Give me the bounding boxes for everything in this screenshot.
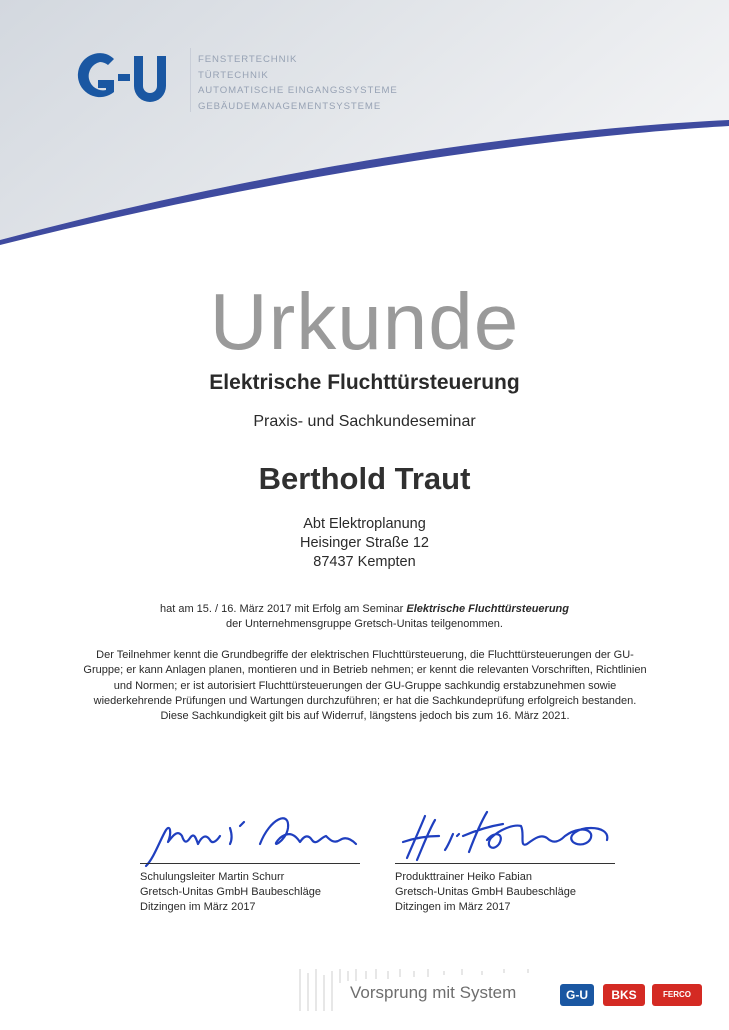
certificate-title: Urkunde bbox=[209, 277, 520, 366]
address-line: Heisinger Straße 12 bbox=[300, 535, 429, 551]
ferco-logo bbox=[652, 984, 702, 1006]
signatory-company: Gretsch-Unitas GmbH Baubeschläge bbox=[395, 886, 576, 898]
tagline-list bbox=[198, 52, 398, 114]
signatory-company: Gretsch-Unitas GmbH Baubeschläge bbox=[140, 886, 321, 898]
signature-block-left bbox=[130, 800, 370, 920]
bks-logo bbox=[603, 984, 645, 1006]
gu-logo-text: G-U bbox=[566, 988, 588, 1002]
participant-name: Berthold Traut bbox=[258, 461, 471, 496]
certificate-subtitle: Elektrische Fluchttürsteuerung bbox=[209, 371, 520, 394]
tagline-item: FENSTERTECHNIK bbox=[198, 54, 298, 65]
footer-slogan: Vorsprung mit System bbox=[350, 983, 517, 1002]
statement-prefix: hat am 15. / 16. März 2017 mit Erfolg am Seminar bbox=[160, 603, 407, 615]
statement-seminar-name: Elektrische Fluchttürsteuerung bbox=[406, 603, 569, 615]
logo-divider bbox=[190, 48, 191, 112]
signatory-name: Schulungsleiter Martin Schurr bbox=[140, 871, 285, 883]
participant-address bbox=[0, 515, 729, 572]
gu-logo bbox=[72, 46, 182, 116]
seminar-type: Praxis- und Sachkundeseminar bbox=[253, 413, 476, 430]
tagline-item: TÜRTECHNIK bbox=[198, 69, 269, 81]
tagline-item: GEBÄUDEMANAGEMENTSYSTEME bbox=[198, 100, 382, 112]
signature-schurr bbox=[140, 800, 365, 872]
address-line: Abt Elektroplanung bbox=[303, 516, 426, 532]
signatory-name: Produkttrainer Heiko Fabian bbox=[395, 871, 532, 883]
statement-suffix: der Unternehmensgruppe Gretsch-Unitas teilgenommen. bbox=[226, 618, 503, 630]
header-band bbox=[0, 0, 729, 245]
address-line: 87437 Kempten bbox=[313, 554, 416, 570]
signature-line bbox=[140, 863, 360, 864]
signatory-place-date: Ditzingen im März 2017 bbox=[395, 901, 511, 913]
signature-block-right bbox=[385, 800, 625, 920]
bks-logo-text: BKS bbox=[611, 988, 637, 1002]
signatory-details bbox=[140, 870, 321, 915]
gu-logo-small bbox=[560, 984, 594, 1006]
ferco-logo-text: FERCO bbox=[663, 990, 691, 999]
signatory-place-date: Ditzingen im März 2017 bbox=[140, 901, 256, 913]
signature-fabian bbox=[395, 800, 620, 872]
signatory-details bbox=[395, 870, 576, 915]
completion-statement bbox=[0, 602, 729, 632]
signature-line bbox=[395, 863, 615, 864]
tagline-item: AUTOMATISCHE EINGANGSSYSTEME bbox=[198, 85, 398, 97]
qualification-description: Der Teilnehmer kennt die Grundbegriffe der elektrischen Fluchttürsteuerung, die Fluchttürsteuerungen der GU-Gruppe; er kann Anlagen planen, montieren und in Betrieb nehmen; er kennt die relevanten Vorschriften, Richtlinien und Normen; er ist autorisiert Fluchttürsteuerungen der GU-Gruppe sachkundig erstabzunehmen sowie wiederkehrende Prüfungen und Wartungen durchzuführen; er hat die Sachkundeprüfung erfolgreich bestanden. Diese Sachkundigkeit gilt bis auf Widerruf, längstens jedoch bis zum 16. März 2021. bbox=[83, 649, 647, 723]
